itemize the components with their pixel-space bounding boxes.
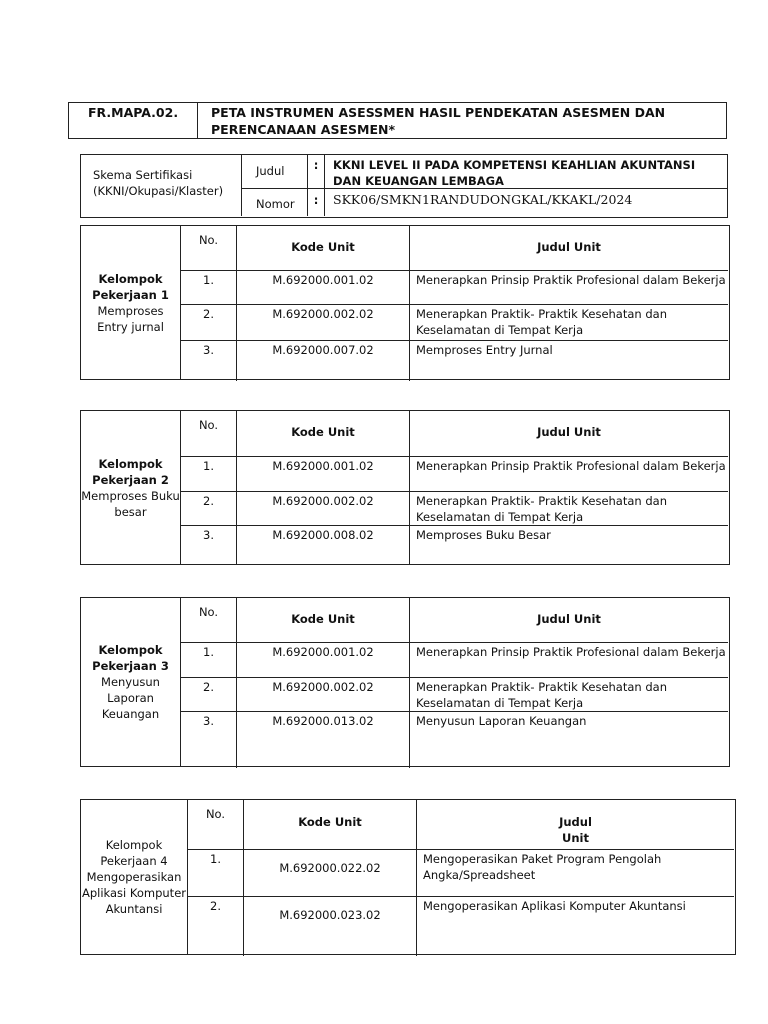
unit-no: 1.: [188, 850, 244, 897]
scheme-info-table: [80, 154, 728, 218]
unit-judul: Menerapkan Prinsip Praktik Profesional dalam Bekerja: [410, 457, 728, 492]
header-judul-unit: Judul Unit: [410, 226, 728, 271]
unit-no: 3.: [181, 712, 237, 768]
unit-kode: M.692000.002.02: [237, 305, 410, 341]
form-title: PETA INSTRUMEN ASESSMEN HASIL PENDEKATAN ASESMEN DAN PERENCANAAN ASESMEN*: [211, 105, 666, 137]
unit-judul: Menerapkan Praktik- Praktik Kesehatan dan Keselamatan di Tempat Kerja: [410, 305, 728, 341]
kelompok-description: Memproses Entry jurnal: [97, 303, 164, 334]
skema-label: Skema Sertifikasi (KKNI/Okupasi/Klaster): [81, 155, 242, 216]
header-judul-unit: Judul Unit: [410, 598, 728, 643]
header-kode-unit: Kode Unit: [237, 598, 410, 643]
header-no: No.: [181, 226, 237, 271]
unit-no: 1.: [181, 643, 237, 678]
unit-judul: Menerapkan Prinsip Praktik Profesional dalam Bekerja: [410, 271, 728, 305]
unit-kode: M.692000.001.02: [237, 643, 410, 678]
kelompok-description: Mengoperasikan Aplikasi Komputer Akuntansi: [81, 870, 186, 916]
header-kode-unit: Kode Unit: [244, 800, 417, 850]
header-no: No.: [181, 411, 237, 457]
kelompok-table-3: [80, 597, 730, 767]
header-judul-line: Judul: [559, 815, 592, 829]
unit-kode: M.692000.013.02: [237, 712, 410, 768]
kelompok-description: Menyusun Laporan Keuangan: [101, 675, 160, 721]
unit-kode: M.692000.022.02: [244, 850, 417, 897]
unit-judul: Memproses Buku Besar: [416, 528, 551, 542]
kelompok-cell: [81, 598, 181, 766]
kelompok-cell: [81, 800, 188, 954]
unit-kode: M.692000.007.02: [237, 341, 410, 381]
unit-judul: Menyusun Laporan Keuangan: [416, 714, 587, 728]
unit-no: 2.: [181, 305, 237, 341]
kelompok-title: Kelompok Pekerjaan 2: [92, 456, 169, 487]
judul-label: Judul: [242, 155, 308, 189]
kelompok-title: Kelompok Pekerjaan 1: [92, 271, 169, 302]
unit-no: 3.: [181, 526, 237, 564]
header-judul-unit: Judul Unit: [410, 411, 728, 457]
header-no: No.: [181, 598, 237, 643]
unit-kode: M.692000.001.02: [237, 457, 410, 492]
unit-kode: M.692000.002.02: [237, 492, 410, 526]
unit-kode: M.692000.001.02: [237, 271, 410, 305]
unit-judul: Menerapkan Prinsip Praktik Profesional dalam Bekerja: [410, 643, 728, 678]
form-header: [68, 102, 727, 139]
unit-no: 1.: [181, 457, 237, 492]
unit-kode: M.692000.002.02: [237, 678, 410, 712]
header-kode-unit: Kode Unit: [237, 226, 410, 271]
kelompok-table-1: [80, 225, 730, 380]
form-code: FR.MAPA.02.: [69, 103, 198, 138]
unit-no: 3.: [181, 341, 237, 381]
header-judul-unit: [417, 800, 734, 850]
kelompok-cell: [81, 226, 181, 379]
unit-judul: Menerapkan Praktik- Praktik Kesehatan dan Keselamatan di Tempat Kerja: [410, 678, 728, 712]
kelompok-title: Kelompok Pekerjaan 3: [92, 643, 169, 673]
unit-no: 2.: [188, 897, 244, 956]
header-kode-unit: Kode Unit: [237, 411, 410, 457]
kelompok-table-4: [80, 799, 736, 955]
kelompok-title: Kelompok Pekerjaan 4: [100, 838, 168, 868]
unit-no: 2.: [181, 678, 237, 712]
kelompok-table-2: [80, 410, 730, 565]
judul-value: KKNI LEVEL II PADA KOMPETENSI KEAHLIAN AKUNTANSI DAN KEUANGAN LEMBAGA: [325, 155, 727, 189]
unit-judul: Mengoperasikan Aplikasi Komputer Akuntansi: [423, 899, 686, 913]
nomor-colon: :: [308, 189, 325, 216]
nomor-label: Nomor: [242, 189, 308, 216]
nomor-value: SKK06/SMKN1RANDUDONGKAL/KKAKL/2024: [333, 192, 633, 207]
unit-judul: Menerapkan Praktik- Praktik Kesehatan dan Keselamatan di Tempat Kerja: [410, 492, 728, 526]
header-unit-line: Unit: [562, 831, 589, 845]
unit-no: 1.: [181, 271, 237, 305]
unit-judul: Memproses Entry Jurnal: [416, 343, 553, 357]
kelompok-description: Memproses Buku besar: [81, 488, 180, 519]
judul-colon: :: [308, 155, 325, 189]
header-no: No.: [188, 800, 244, 850]
unit-kode: M.692000.023.02: [244, 897, 417, 956]
kelompok-cell: [81, 411, 181, 564]
unit-kode: M.692000.008.02: [237, 526, 410, 564]
unit-no: 2.: [181, 492, 237, 526]
unit-judul: Mengoperasikan Paket Program Pengolah Angka/Spreadsheet: [417, 850, 734, 897]
